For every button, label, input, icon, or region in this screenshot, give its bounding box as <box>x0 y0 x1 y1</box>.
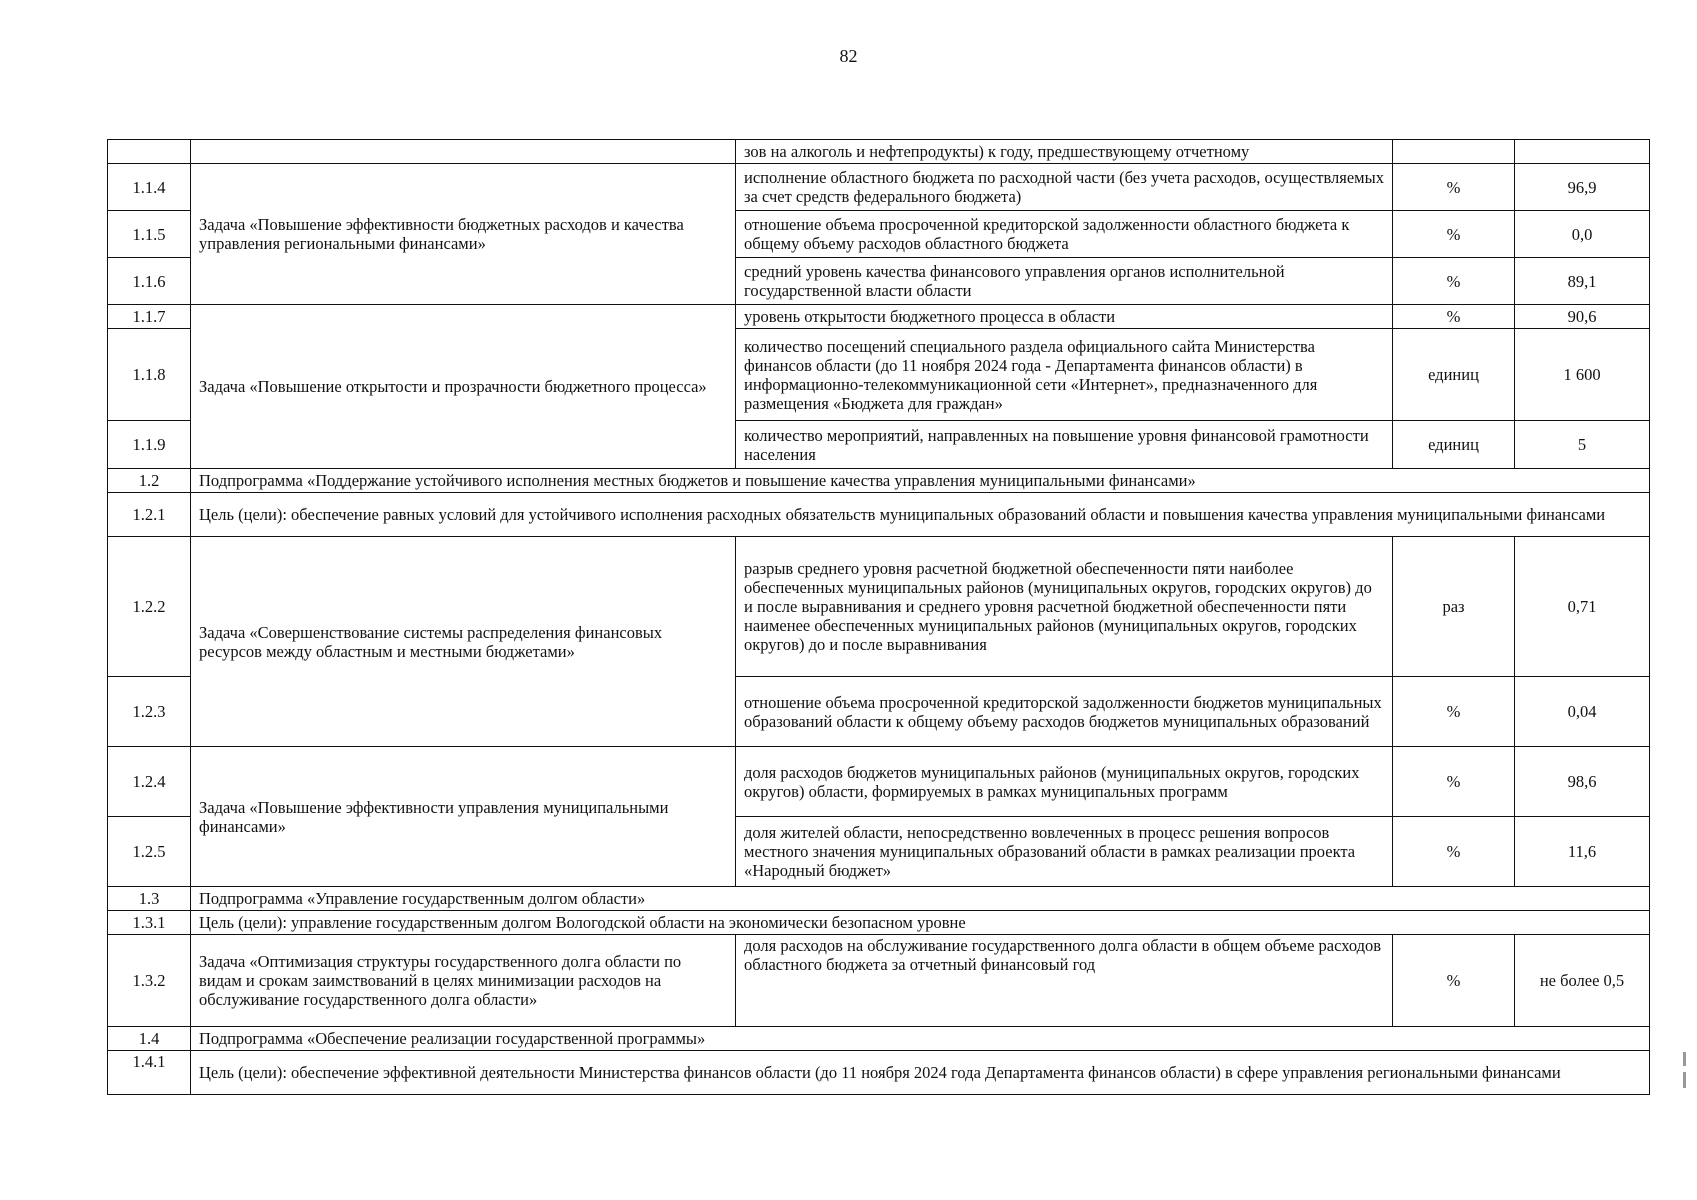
unit-cell: % <box>1393 258 1515 305</box>
row-number: 1.3 <box>108 887 191 911</box>
unit-cell: % <box>1393 164 1515 211</box>
row-number: 1.2.3 <box>108 677 191 747</box>
table-row <box>108 493 1650 537</box>
scan-edge-mark <box>1683 1072 1686 1088</box>
unit-cell: % <box>1393 677 1515 747</box>
value-cell: 96,9 <box>1515 164 1650 211</box>
unit-cell: раз <box>1393 537 1515 677</box>
value-cell: 1 600 <box>1515 329 1650 421</box>
row-number <box>108 140 191 164</box>
unit-cell: % <box>1393 305 1515 329</box>
table-row <box>108 1051 1650 1095</box>
indicator-cell: уровень открытости бюджетного процесса в области <box>736 305 1393 329</box>
indicator-cell: средний уровень качества финансового управления органов исполнительной государственной власти области <box>736 258 1393 305</box>
indicator-cell: количество посещений специального раздела официального сайта Министерства финансов области (до 11 ноября 2024 года - Департамента финансов области) в информационно-телекоммуникационной сети «Интернет», предназначенного для размещения «Бюджета для граждан» <box>736 329 1393 421</box>
unit-cell <box>1393 140 1515 164</box>
row-number: 1.1.5 <box>108 211 191 258</box>
goal-cell: Цель (цели): управление государственным долгом Вологодской области на экономически безопасном уровне <box>191 911 1650 935</box>
goal-cell: Цель (цели): обеспечение равных условий для устойчивого исполнения расходных обязательств муниципальных образований области и повышения качества управления муниципальными финансами <box>191 493 1650 537</box>
table-row <box>108 935 1650 1027</box>
task-cell: Задача «Совершенствование системы распределения финансовых ресурсов между областным и местными бюджетами» <box>191 537 736 747</box>
indicator-cell: доля жителей области, непосредственно вовлеченных в процесс решения вопросов местного значения муниципальных образований области в рамках реализации проекта «Народный бюджет» <box>736 817 1393 887</box>
value-cell: 98,6 <box>1515 747 1650 817</box>
value-cell: не более 0,5 <box>1515 935 1650 1027</box>
indicator-cell: количество мероприятий, направленных на повышение уровня финансовой грамотности населения <box>736 421 1393 469</box>
table-row <box>108 747 1650 817</box>
row-number: 1.1.6 <box>108 258 191 305</box>
row-number: 1.1.9 <box>108 421 191 469</box>
table-row <box>108 537 1650 677</box>
task-cell: Задача «Повышение эффективности управления муниципальными финансами» <box>191 747 736 887</box>
row-number: 1.2.4 <box>108 747 191 817</box>
indicator-cell: исполнение областного бюджета по расходной части (без учета расходов, осуществляемых за счет средств федерального бюджета) <box>736 164 1393 211</box>
value-cell: 90,6 <box>1515 305 1650 329</box>
task-cell <box>191 140 736 164</box>
unit-cell: % <box>1393 817 1515 887</box>
table-row <box>108 164 1650 211</box>
subprogram-cell: Подпрограмма «Обеспечение реализации государственной программы» <box>191 1027 1650 1051</box>
row-number: 1.4 <box>108 1027 191 1051</box>
unit-cell: единиц <box>1393 421 1515 469</box>
subprogram-cell: Подпрограмма «Поддержание устойчивого исполнения местных бюджетов и повышение качества управления муниципальными финансами» <box>191 469 1650 493</box>
value-cell: 0,0 <box>1515 211 1650 258</box>
row-number: 1.2 <box>108 469 191 493</box>
indicator-cell: доля расходов на обслуживание государственного долга области в общем объеме расходов областного бюджета за отчетный финансовый год <box>736 935 1393 1027</box>
table-row <box>108 1027 1650 1051</box>
table-row <box>108 887 1650 911</box>
indicator-cell: отношение объема просроченной кредиторской задолженности бюджетов муниципальных образований области к общему объему расходов бюджетов муниципальных образований <box>736 677 1393 747</box>
indicator-cell: отношение объема просроченной кредиторской задолженности областного бюджета к общему объему расходов областного бюджета <box>736 211 1393 258</box>
goal-cell: Цель (цели): обеспечение эффективной деятельности Министерства финансов области (до 11 ноября 2024 года Департамента финансов области) в сфере управления региональными финансами <box>191 1051 1650 1095</box>
row-number: 1.1.7 <box>108 305 191 329</box>
value-cell: 89,1 <box>1515 258 1650 305</box>
page-number: 82 <box>839 46 858 66</box>
row-number: 1.1.4 <box>108 164 191 211</box>
table-row <box>108 140 1650 164</box>
value-cell <box>1515 140 1650 164</box>
indicators-table <box>107 139 1650 1095</box>
scan-edge-mark <box>1683 1052 1686 1066</box>
row-number: 1.4.1 <box>108 1051 191 1095</box>
indicator-cell: доля расходов бюджетов муниципальных районов (муниципальных округов, городских округов) области, формируемых в рамках муниципальных программ <box>736 747 1393 817</box>
table-row <box>108 911 1650 935</box>
row-number: 1.2.1 <box>108 493 191 537</box>
value-cell: 5 <box>1515 421 1650 469</box>
value-cell: 11,6 <box>1515 817 1650 887</box>
unit-cell: % <box>1393 935 1515 1027</box>
row-number: 1.1.8 <box>108 329 191 421</box>
task-cell: Задача «Повышение открытости и прозрачности бюджетного процесса» <box>191 305 736 469</box>
task-cell: Задача «Оптимизация структуры государственного долга области по видам и срокам заимствований в целях минимизации расходов на обслуживание государственного долга области» <box>191 935 736 1027</box>
row-number: 1.3.1 <box>108 911 191 935</box>
unit-cell: % <box>1393 747 1515 817</box>
unit-cell: % <box>1393 211 1515 258</box>
subprogram-cell: Подпрограмма «Управление государственным долгом области» <box>191 887 1650 911</box>
table-row <box>108 469 1650 493</box>
value-cell: 0,71 <box>1515 537 1650 677</box>
row-number: 1.2.5 <box>108 817 191 887</box>
unit-cell: единиц <box>1393 329 1515 421</box>
row-number: 1.3.2 <box>108 935 191 1027</box>
value-cell: 0,04 <box>1515 677 1650 747</box>
indicator-cell: зов на алкоголь и нефтепродукты) к году, предшествующему отчетному <box>736 140 1393 164</box>
row-number: 1.2.2 <box>108 537 191 677</box>
indicator-cell: разрыв среднего уровня расчетной бюджетной обеспеченности пяти наиболее обеспеченных муниципальных районов (муниципальных округов, городских округов) до и после выравнивания и среднего уровня расчетной бюджетной обеспеченности пяти наименее обеспеченных муниципальных районов (муниципальных округов, городских округов) до и после выравнивания <box>736 537 1393 677</box>
task-cell: Задача «Повышение эффективности бюджетных расходов и качества управления региональными финансами» <box>191 164 736 305</box>
table-row <box>108 305 1650 329</box>
